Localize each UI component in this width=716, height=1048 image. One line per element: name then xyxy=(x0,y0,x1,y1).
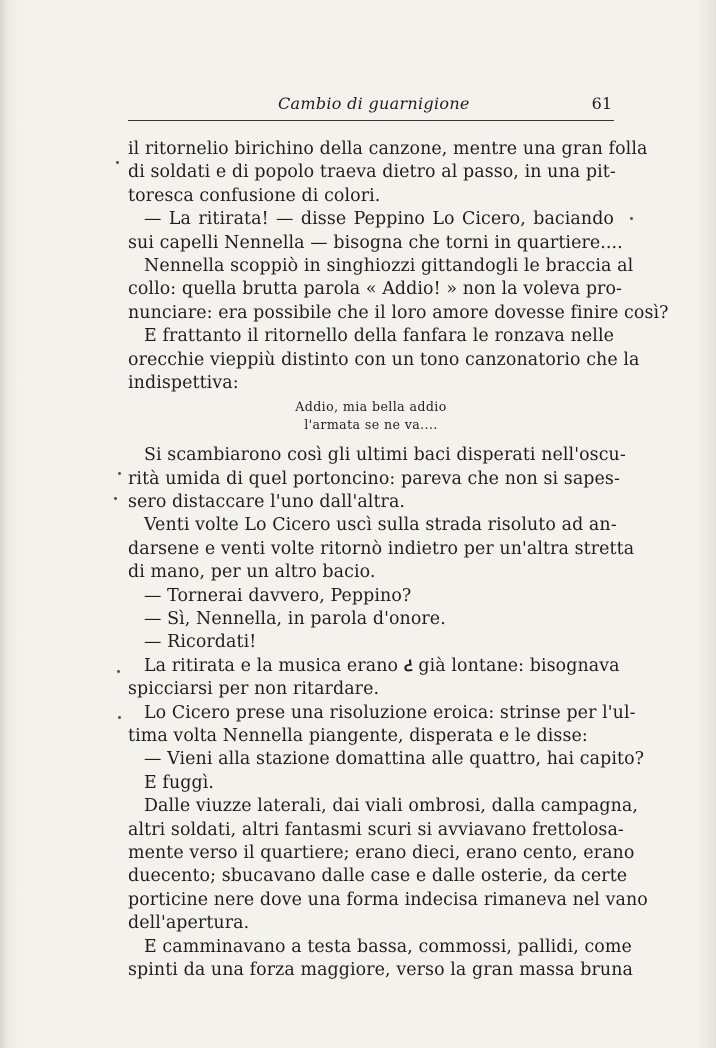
page-speck xyxy=(116,161,119,164)
text-line-with-symbol xyxy=(128,655,620,678)
text-line: di mano, per un altro bacio. xyxy=(128,562,376,583)
page-speck xyxy=(114,497,117,500)
body-text xyxy=(128,138,669,982)
text-line: Si scambiarono così gli ultimi baci disperati nell'oscu- xyxy=(144,445,626,466)
text-fragment: La ritirata e la musica erano xyxy=(144,655,399,676)
text-line: dell'apertura. xyxy=(128,913,250,934)
page-speck xyxy=(118,472,121,475)
text-line: tima volta Nennella piangente, disperata e le disse: xyxy=(128,725,588,746)
text-line: indispettiva: xyxy=(128,372,239,393)
page-speck xyxy=(117,670,120,673)
text-line: porticine nere dove una forma indecisa rimaneva nel vano xyxy=(128,889,648,910)
text-line: E frattanto il ritornello della fanfara le ronzava nelle xyxy=(144,326,614,347)
text-line: orecchie vieppiù distinto con un tono canzonatorio che la xyxy=(128,349,640,370)
text-line: collo: quella brutta parola « Addio! » non la voleva pro- xyxy=(128,279,623,300)
text-line: — Ricordati! xyxy=(144,632,257,653)
text-line: il ritornelio birichino della canzone, mentre una gran folla xyxy=(128,139,648,159)
text-fragment: già lontane: bisognava xyxy=(418,655,620,676)
text-line: — Vieni alla stazione domattina alle quattro, hai capito? xyxy=(144,749,645,770)
text-line: sui capelli Nennella — bisogna che torni in quartiere.... xyxy=(128,232,623,253)
page-speck xyxy=(118,716,121,719)
running-title: Cambio di guarnigione xyxy=(278,94,470,113)
text-line: di soldati e di popolo traeva dietro al passo, in una pit- xyxy=(128,162,616,183)
text-line: Dalle viuzze laterali, dai viali ombrosi, dalla campagna, xyxy=(144,796,639,817)
text-line: altri soldati, altri fantasmi scuri si avviavano frettolosa- xyxy=(128,819,624,840)
printer-mark-icon: ᕍ xyxy=(402,656,414,676)
text-line: darsene e venti volte ritornò indietro per un'altra stretta xyxy=(128,538,635,559)
text-line: Venti volte Lo Cicero uscì sulla strada risoluto ad an- xyxy=(144,515,617,536)
text-line: Lo Cicero prese una risoluzione eroica: strinse per l'ul- xyxy=(144,702,636,723)
text-line: sero distaccare l'uno dall'altra. xyxy=(128,492,406,513)
page-speck xyxy=(630,217,633,220)
text-line: rità umida di quel portoncino: pareva che non si sapes- xyxy=(128,468,620,489)
text-line: — Sì, Nennella, in parola d'onore. xyxy=(144,609,446,630)
verse-line: Addio, mia bella addio xyxy=(295,399,447,415)
text-line: toresca confusione di colori. xyxy=(128,185,381,206)
text-line: nunciare: era possibile che il loro amore dovesse finire così? xyxy=(128,302,669,323)
verse-line: l'armata se ne va.... xyxy=(304,417,438,433)
text-line: spicciarsi per non ritardare. xyxy=(128,679,380,700)
text-line: — Tornerai davvero, Peppino? xyxy=(144,585,412,606)
text-line: Nennella scoppiò in singhiozzi gittandogli le braccia al xyxy=(144,255,634,276)
page-number: 61 xyxy=(591,94,612,113)
text-line: duecento; sbucavano dalle case e dalle osterie, da certe xyxy=(128,866,628,887)
text-line: spinti da una forza maggiore, verso la gran massa bruna xyxy=(128,959,633,980)
page-header xyxy=(128,90,614,121)
text-line: mente verso il quartiere; erano dieci, erano cento, erano xyxy=(128,842,635,863)
text-line: — La ritirata! — disse Peppino Lo Cicero, baciando xyxy=(144,209,614,230)
text-line: E camminavano a testa bassa, commossi, pallidi, come xyxy=(144,936,632,957)
text-line: E fuggì. xyxy=(144,772,215,793)
